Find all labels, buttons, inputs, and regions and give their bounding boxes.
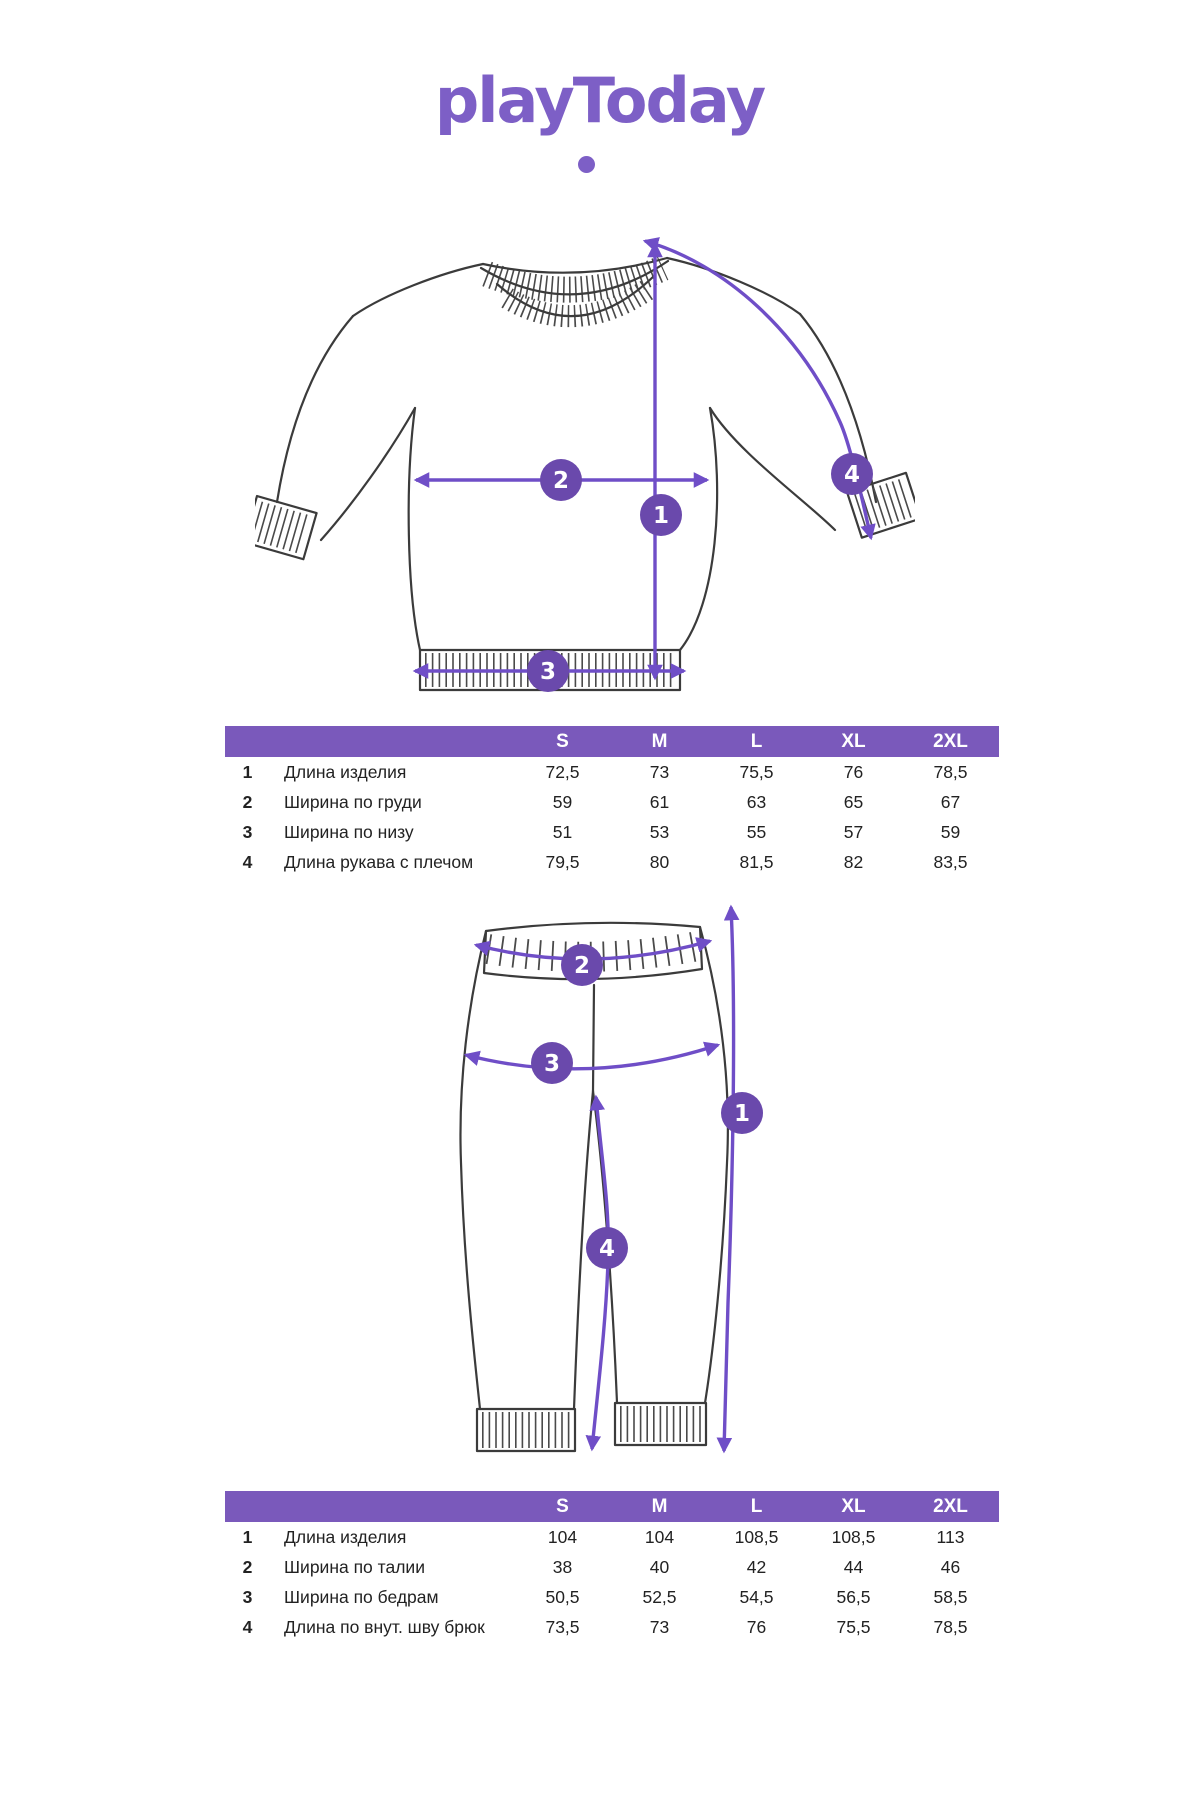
measure-value: 82 xyxy=(843,851,864,872)
size-column-header: M xyxy=(611,726,708,757)
measure-value: 113 xyxy=(936,1526,965,1547)
size-column-header: XL xyxy=(805,726,902,757)
size-table-corner xyxy=(225,726,270,757)
measure-value: 63 xyxy=(746,791,767,812)
measure-value: 65 xyxy=(843,791,864,812)
sweatshirt-left-cuff xyxy=(255,496,317,559)
size-table-corner xyxy=(225,1491,270,1522)
measure-value: 40 xyxy=(649,1556,670,1577)
pants-left-cuff xyxy=(477,1409,575,1451)
size-column-header: S xyxy=(514,1491,611,1522)
measure-value: 73 xyxy=(649,761,670,782)
measure-number: 4 xyxy=(242,1616,253,1637)
brand-logo-dot xyxy=(578,156,595,173)
measure-label: Ширина по бедрам xyxy=(284,1586,439,1607)
measure-value: 38 xyxy=(552,1556,573,1577)
measure-number: 3 xyxy=(242,821,253,842)
measure-number: 4 xyxy=(242,851,253,872)
measure-value: 104 xyxy=(547,1526,578,1547)
measure-value: 75,5 xyxy=(739,761,774,782)
pants-right-cuff xyxy=(615,1403,706,1445)
measure-value: 42 xyxy=(746,1556,767,1577)
size-table-row xyxy=(225,757,999,787)
measure-value: 80 xyxy=(649,851,670,872)
measure-value: 46 xyxy=(940,1556,961,1577)
size-column-header: XL xyxy=(805,1491,902,1522)
marker-label-3: 3 xyxy=(539,659,557,685)
size-table-row xyxy=(225,1522,999,1552)
size-table-header-row xyxy=(225,1491,999,1522)
measure-value: 104 xyxy=(644,1526,675,1547)
pants-outline xyxy=(460,923,727,1451)
pants-diagram xyxy=(390,853,810,1481)
measure-value: 57 xyxy=(843,821,864,842)
pants-size-table xyxy=(225,1491,985,1642)
sweatshirt-measure-lines xyxy=(415,241,871,678)
size-column-header: L xyxy=(708,726,805,757)
sweatshirt-collar xyxy=(481,258,668,316)
measure-value: 61 xyxy=(649,791,670,812)
measure-value: 67 xyxy=(940,791,961,812)
measure-line-inseam xyxy=(592,1097,608,1449)
measure-number: 1 xyxy=(242,761,253,782)
brand-logo-text: playToday xyxy=(434,64,765,137)
measure-value: 52,5 xyxy=(642,1586,677,1607)
measure-line-hips xyxy=(466,1045,718,1069)
size-table-corner xyxy=(270,726,514,757)
marker-label-4: 4 xyxy=(598,1236,616,1262)
measure-number: 2 xyxy=(242,1556,253,1577)
measure-value: 78,5 xyxy=(933,1616,968,1637)
measure-label: Ширина по груди xyxy=(284,791,422,812)
measure-value: 54,5 xyxy=(739,1586,774,1607)
measure-value: 50,5 xyxy=(545,1586,580,1607)
marker-label-1: 1 xyxy=(733,1101,751,1127)
measure-value: 79,5 xyxy=(545,851,580,872)
brand-logo xyxy=(0,64,1199,137)
measure-label: Длина рукава с плечом xyxy=(284,851,474,872)
pants-measure-lines xyxy=(466,907,734,1451)
measure-value: 108,5 xyxy=(831,1526,876,1547)
measure-number: 1 xyxy=(242,1526,253,1547)
measure-value: 83,5 xyxy=(933,851,968,872)
measure-value: 72,5 xyxy=(545,761,580,782)
size-column-header: M xyxy=(611,1491,708,1522)
sweatshirt-outline xyxy=(255,258,915,690)
size-table-header-row xyxy=(225,726,999,757)
measure-number: 3 xyxy=(242,1586,253,1607)
marker-label-2: 2 xyxy=(573,953,591,979)
measure-value: 56,5 xyxy=(836,1586,871,1607)
measure-value: 55 xyxy=(746,821,767,842)
measure-value: 73,5 xyxy=(545,1616,580,1637)
pants-markers xyxy=(531,944,763,1269)
measure-line-sleeve xyxy=(645,241,871,538)
marker-label-1: 1 xyxy=(652,503,670,529)
measure-label: Длина по внут. шву брюк xyxy=(284,1616,485,1637)
measure-value: 51 xyxy=(552,821,573,842)
size-column-header: 2XL xyxy=(902,726,999,757)
pants-size-table-grid xyxy=(225,1491,999,1642)
size-table-row xyxy=(225,1612,999,1642)
measure-value: 78,5 xyxy=(933,761,968,782)
measure-value: 76 xyxy=(746,1616,767,1637)
size-table-row xyxy=(225,1582,999,1612)
marker-label-2: 2 xyxy=(552,468,570,494)
marker-label-4: 4 xyxy=(843,462,861,488)
size-table-row xyxy=(225,817,999,847)
size-table-row xyxy=(225,787,999,817)
sweatshirt-markers xyxy=(527,453,873,692)
measure-value: 59 xyxy=(940,821,961,842)
measure-label: Ширина по низу xyxy=(284,821,414,842)
measure-number: 2 xyxy=(242,791,253,812)
measure-value: 76 xyxy=(843,761,864,782)
measure-value: 73 xyxy=(649,1616,670,1637)
size-column-header: 2XL xyxy=(902,1491,999,1522)
measure-value: 81,5 xyxy=(739,851,774,872)
measure-value: 58,5 xyxy=(933,1586,968,1607)
marker-label-3: 3 xyxy=(543,1051,561,1077)
measure-label: Длина изделия xyxy=(284,761,407,782)
measure-label: Длина изделия xyxy=(284,1526,407,1547)
size-column-header: S xyxy=(514,726,611,757)
measure-value: 53 xyxy=(649,821,670,842)
measure-value: 108,5 xyxy=(734,1526,779,1547)
measure-label: Ширина по талии xyxy=(284,1556,425,1577)
measure-value: 59 xyxy=(552,791,573,812)
measure-value: 75,5 xyxy=(836,1616,871,1637)
size-column-header: L xyxy=(708,1491,805,1522)
measure-value: 44 xyxy=(843,1556,864,1577)
size-table-row xyxy=(225,1552,999,1582)
size-table-corner xyxy=(270,1491,514,1522)
sweatshirt-diagram xyxy=(255,212,915,712)
